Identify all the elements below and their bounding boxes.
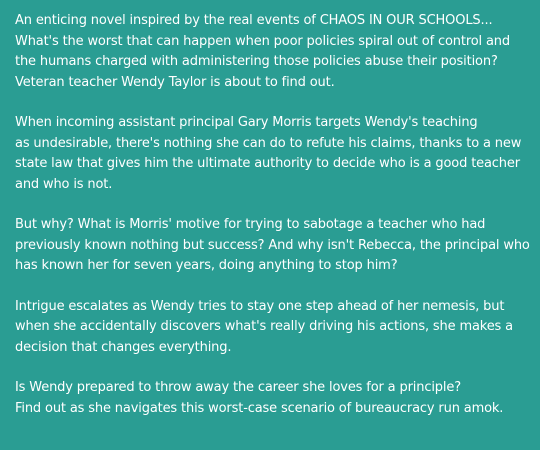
text-line: state law that gives him the ultimate authority to decide who is a good teacher [15,156,520,171]
text-line: But why? What is Morris' motive for trying to sabotage a teacher who had [15,217,486,232]
paragraph-intrigue [15,297,530,359]
text-line: What's the worst that can happen when poor policies spiral out of control and [15,33,510,49]
paragraph-conflict [15,113,530,195]
text-line: When incoming assistant principal Gary Morris targets Wendy's teaching [15,115,478,130]
paragraph-intro [15,11,530,93]
text-line: has known her for seven years, doing anything to stop him? [15,258,398,273]
text-line: Intrigue escalates as Wendy tries to stay one step ahead of her nemesis, but [15,298,505,314]
text-line: decision that changes everything. [15,339,232,355]
text-line: Veteran teacher Wendy Taylor is about to find out. [15,74,335,90]
text-line: Find out as she navigates this worst-case scenario of bureaucracy run amok. [15,400,504,416]
paragraph-questions [15,215,530,277]
text-line: the humans charged with administering those policies abuse their position? [15,54,498,69]
text-line: as undesirable, there's nothing she can do to refute his claims, thanks to a new [15,135,522,151]
text-line: An enticing novel inspired by the real events of CHAOS IN OUR SCHOOLS... [15,13,493,28]
text-line: and who is not. [15,176,113,192]
paragraph-closing [15,378,530,419]
text-line: previously known nothing but success? And why isn't Rebecca, the principal who [15,237,530,253]
text-line: when she accidentally discovers what's really driving his actions, she makes a [15,319,513,334]
text-line: Is Wendy prepared to throw away the career she loves for a principle? [15,380,461,395]
